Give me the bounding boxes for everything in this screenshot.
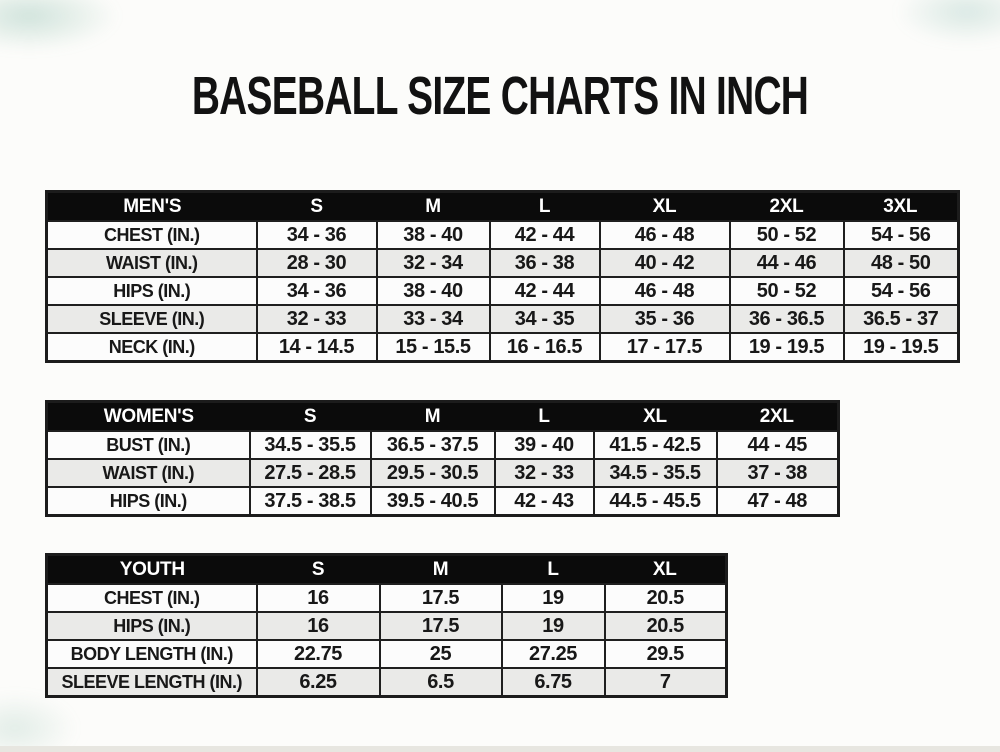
page-title: BASEBALL SIZE CHARTS IN INCH xyxy=(191,66,809,126)
youth-table-row xyxy=(47,584,727,612)
size-value: 29.5 xyxy=(605,640,727,668)
size-value: 7 xyxy=(605,668,727,697)
size-value: 48 - 50 xyxy=(844,249,959,277)
size-value: 44.5 - 45.5 xyxy=(594,487,717,516)
size-value: 27.25 xyxy=(502,640,605,668)
womens-header-row xyxy=(47,402,839,432)
size-value: 27.5 - 28.5 xyxy=(250,459,371,487)
size-value: 39 - 40 xyxy=(495,431,594,459)
size-value: 16 xyxy=(257,584,380,612)
measurement-label: HIPS (IN.) xyxy=(47,612,257,640)
size-value: 6.75 xyxy=(502,668,605,697)
size-value: 42 - 43 xyxy=(495,487,594,516)
measurement-label: CHEST (IN.) xyxy=(47,584,257,612)
measurement-label: BODY LENGTH (IN.) xyxy=(47,640,257,668)
size-value: 46 - 48 xyxy=(600,221,730,249)
womens-table-row xyxy=(47,487,839,516)
size-value: 6.5 xyxy=(380,668,502,697)
size-value: 20.5 xyxy=(605,584,727,612)
measurement-label: NECK (IN.) xyxy=(47,333,257,362)
measurement-label: WAIST (IN.) xyxy=(47,249,257,277)
youth-size-header: L xyxy=(502,555,605,585)
womens-section-title: WOMEN'S xyxy=(47,402,250,432)
size-value: 42 - 44 xyxy=(490,277,600,305)
size-value: 54 - 56 xyxy=(844,277,959,305)
size-value: 19 xyxy=(502,584,605,612)
scan-artifact-bottom-left xyxy=(0,692,78,752)
size-value: 50 - 52 xyxy=(730,221,844,249)
size-value: 37 - 38 xyxy=(717,459,839,487)
mens-table-row xyxy=(47,221,959,249)
measurement-label: BUST (IN.) xyxy=(47,431,250,459)
size-value: 19 xyxy=(502,612,605,640)
youth-size-header: M xyxy=(380,555,502,585)
womens-table-row xyxy=(47,431,839,459)
size-value: 38 - 40 xyxy=(377,277,490,305)
youth-table-row xyxy=(47,640,727,668)
size-value: 28 - 30 xyxy=(257,249,377,277)
size-value: 34 - 36 xyxy=(257,221,377,249)
size-value: 29.5 - 30.5 xyxy=(371,459,495,487)
size-value: 36.5 - 37.5 xyxy=(371,431,495,459)
size-value: 47 - 48 xyxy=(717,487,839,516)
size-value: 36 - 36.5 xyxy=(730,305,844,333)
size-value: 17.5 xyxy=(380,612,502,640)
mens-size-header: L xyxy=(490,192,600,222)
mens-table-row xyxy=(47,277,959,305)
size-value: 42 - 44 xyxy=(490,221,600,249)
youth-header-row xyxy=(47,555,727,585)
size-value: 34.5 - 35.5 xyxy=(250,431,371,459)
size-value: 44 - 46 xyxy=(730,249,844,277)
size-value: 41.5 - 42.5 xyxy=(594,431,717,459)
size-value: 32 - 33 xyxy=(257,305,377,333)
size-value: 40 - 42 xyxy=(600,249,730,277)
size-value: 19 - 19.5 xyxy=(730,333,844,362)
measurement-label: HIPS (IN.) xyxy=(47,487,250,516)
scan-artifact-top-right xyxy=(895,0,1000,45)
scan-artifact-top-left xyxy=(0,0,120,52)
size-value: 39.5 - 40.5 xyxy=(371,487,495,516)
size-value: 14 - 14.5 xyxy=(257,333,377,362)
womens-size-header: 2XL xyxy=(717,402,839,432)
youth-size-header: XL xyxy=(605,555,727,585)
size-value: 37.5 - 38.5 xyxy=(250,487,371,516)
size-value: 36.5 - 37 xyxy=(844,305,959,333)
womens-size-header: L xyxy=(495,402,594,432)
size-value: 33 - 34 xyxy=(377,305,490,333)
size-value: 54 - 56 xyxy=(844,221,959,249)
youth-size-header: S xyxy=(257,555,380,585)
size-value: 34 - 36 xyxy=(257,277,377,305)
mens-table-row xyxy=(47,249,959,277)
size-value: 6.25 xyxy=(257,668,380,697)
size-value: 19 - 19.5 xyxy=(844,333,959,362)
size-value: 25 xyxy=(380,640,502,668)
mens-size-header: S xyxy=(257,192,377,222)
size-value: 46 - 48 xyxy=(600,277,730,305)
youth-table-row xyxy=(47,668,727,697)
womens-size-header: S xyxy=(250,402,371,432)
measurement-label: SLEEVE LENGTH (IN.) xyxy=(47,668,257,697)
size-value: 50 - 52 xyxy=(730,277,844,305)
measurement-label: CHEST (IN.) xyxy=(47,221,257,249)
mens-section-title: MEN'S xyxy=(47,192,257,222)
mens-table-row xyxy=(47,305,959,333)
size-value: 44 - 45 xyxy=(717,431,839,459)
size-value: 32 - 33 xyxy=(495,459,594,487)
mens-size-table xyxy=(45,190,960,363)
womens-size-header: M xyxy=(371,402,495,432)
youth-size-table xyxy=(45,553,728,698)
size-value: 38 - 40 xyxy=(377,221,490,249)
mens-table-row xyxy=(47,333,959,362)
mens-header-row xyxy=(47,192,959,222)
womens-size-table xyxy=(45,400,840,517)
size-value: 16 xyxy=(257,612,380,640)
measurement-label: HIPS (IN.) xyxy=(47,277,257,305)
measurement-label: WAIST (IN.) xyxy=(47,459,250,487)
size-value: 15 - 15.5 xyxy=(377,333,490,362)
size-value: 20.5 xyxy=(605,612,727,640)
mens-size-header: 3XL xyxy=(844,192,959,222)
size-value: 16 - 16.5 xyxy=(490,333,600,362)
youth-table-row xyxy=(47,612,727,640)
youth-section-title: YOUTH xyxy=(47,555,257,585)
size-value: 34.5 - 35.5 xyxy=(594,459,717,487)
mens-size-header: XL xyxy=(600,192,730,222)
womens-size-header: XL xyxy=(594,402,717,432)
womens-table-row xyxy=(47,459,839,487)
size-value: 17 - 17.5 xyxy=(600,333,730,362)
size-value: 22.75 xyxy=(257,640,380,668)
size-value: 32 - 34 xyxy=(377,249,490,277)
size-value: 34 - 35 xyxy=(490,305,600,333)
scan-edge-strip xyxy=(0,746,1000,752)
mens-size-header: M xyxy=(377,192,490,222)
measurement-label: SLEEVE (IN.) xyxy=(47,305,257,333)
mens-size-header: 2XL xyxy=(730,192,844,222)
size-value: 17.5 xyxy=(380,584,502,612)
size-value: 35 - 36 xyxy=(600,305,730,333)
size-value: 36 - 38 xyxy=(490,249,600,277)
